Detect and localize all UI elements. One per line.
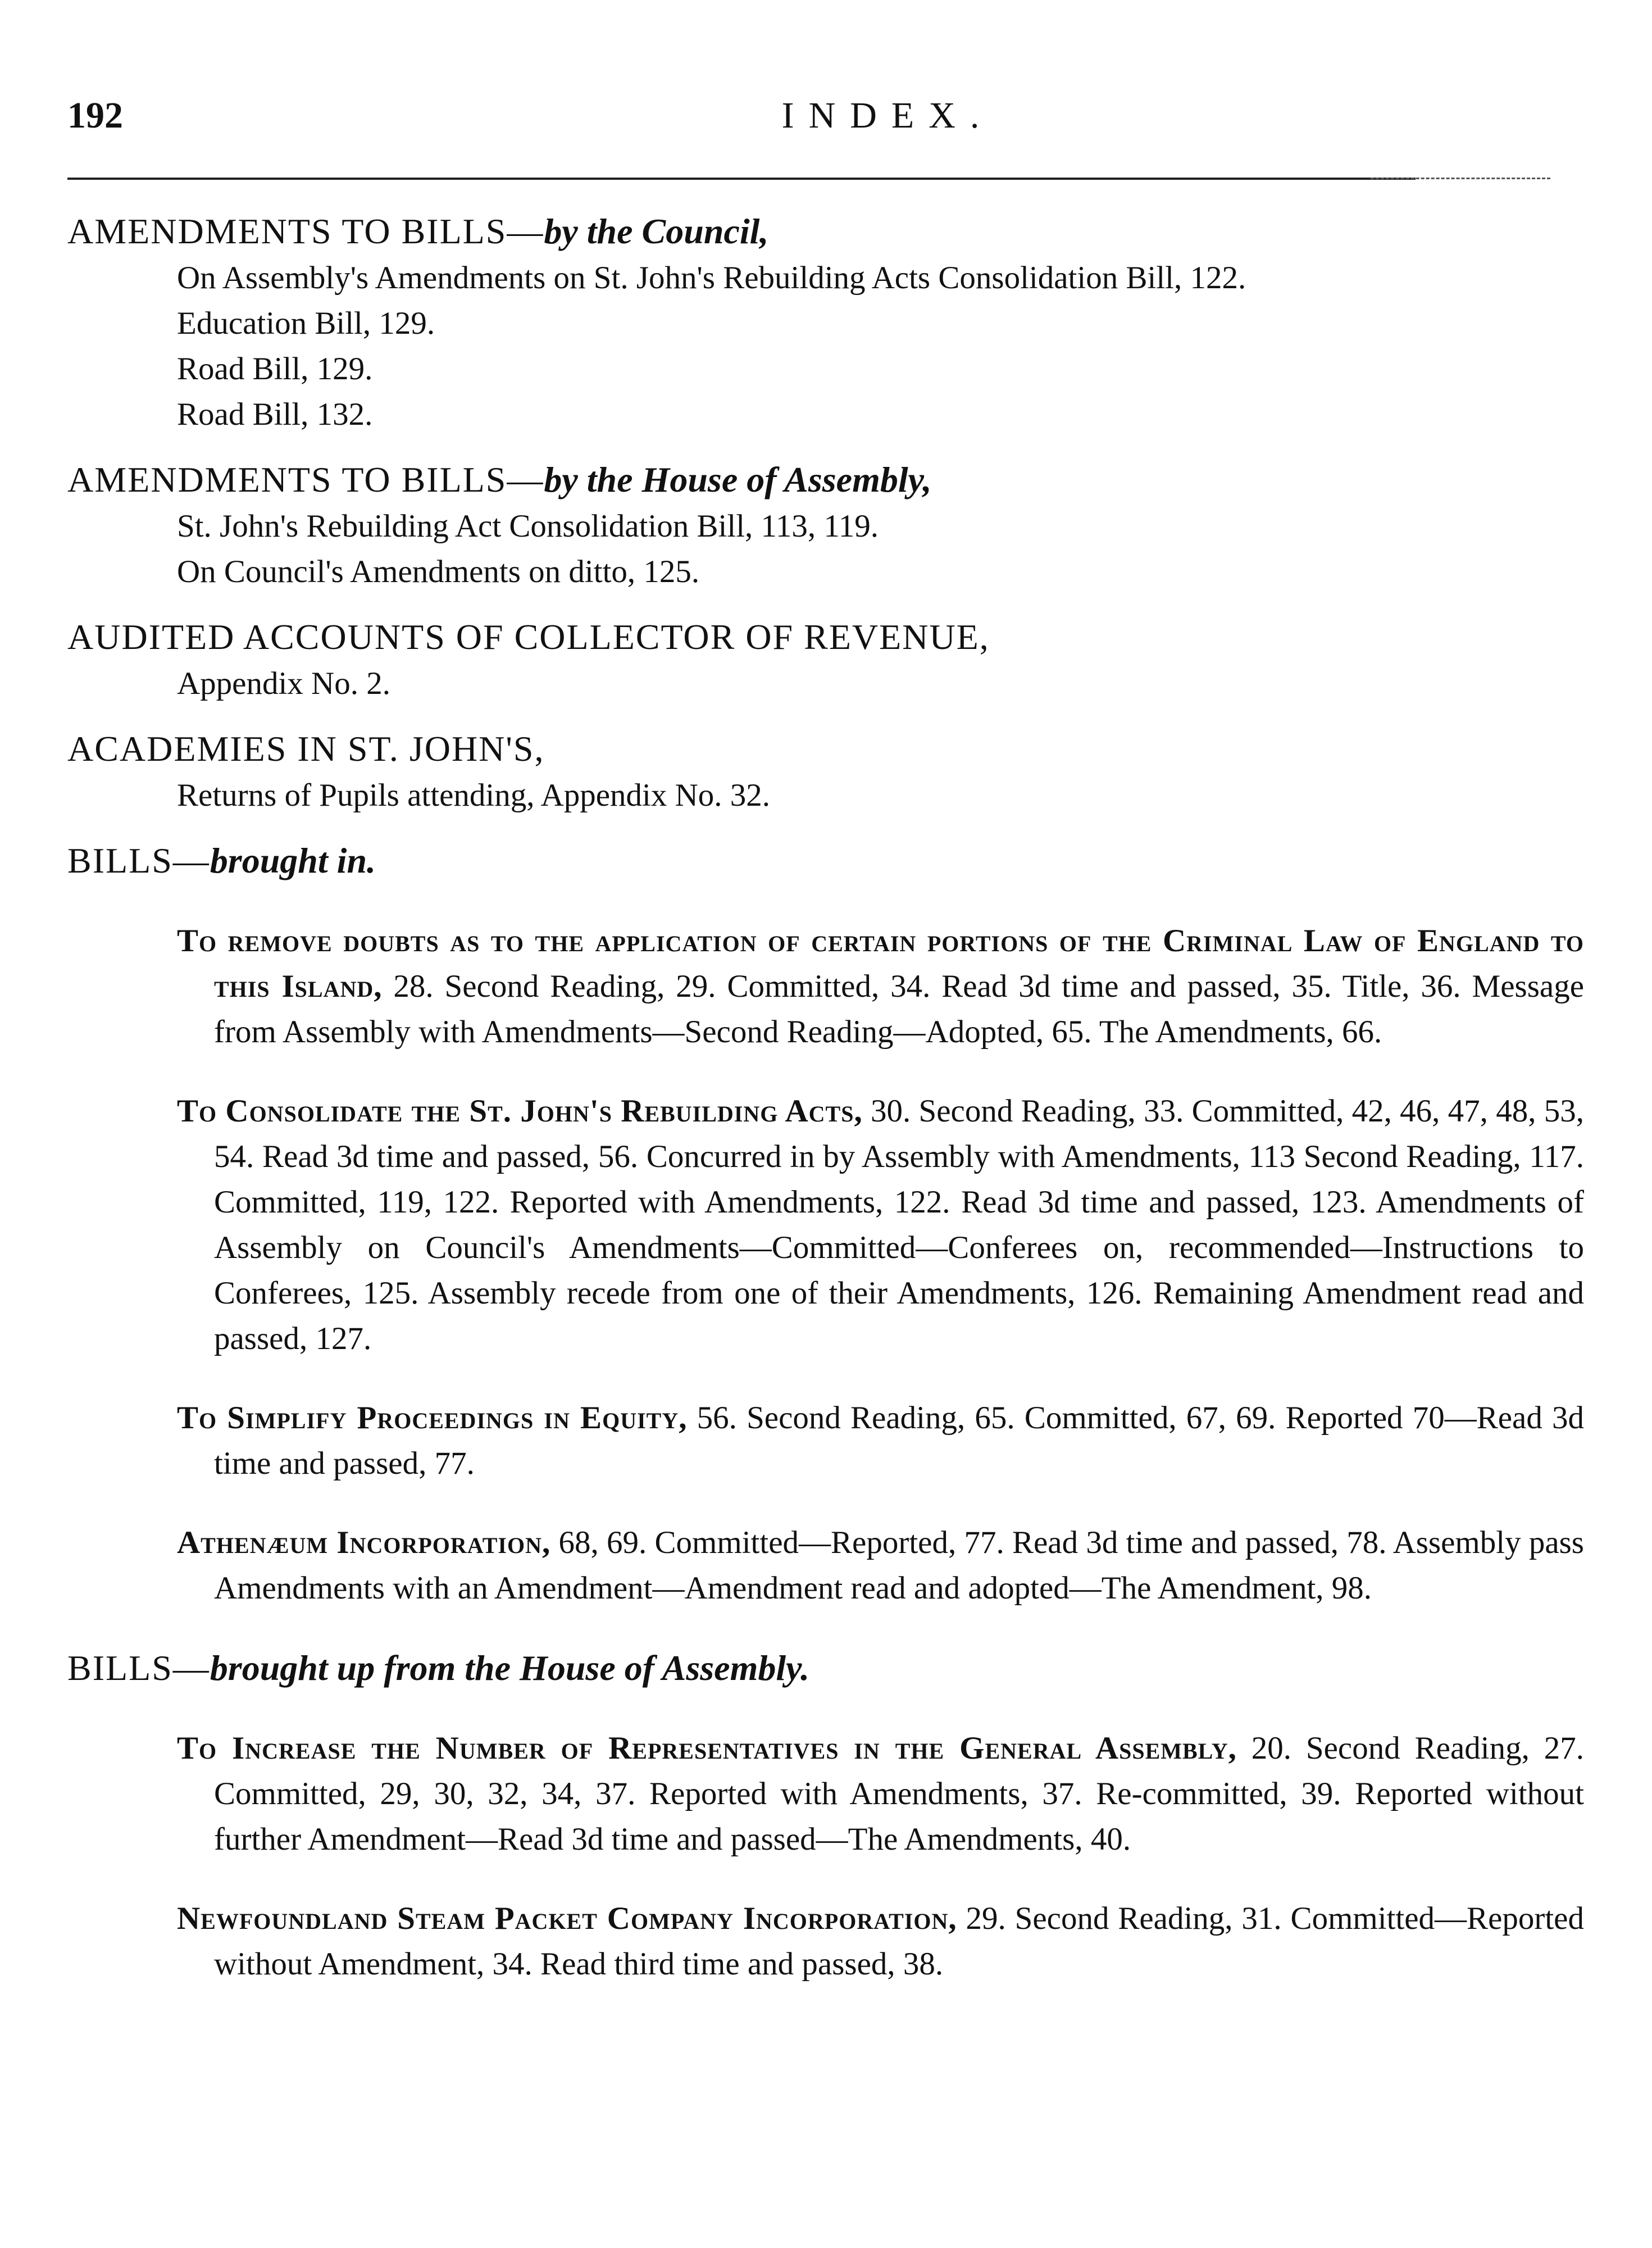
bills-brought-up-section	[67, 1645, 1584, 1987]
bill-history: 56. Second Reading, 65. Committed, 67, 69. Reported 70—Read 3d time and passed, 77.	[214, 1400, 1584, 1481]
index-entry	[67, 456, 1584, 594]
entry-heading-text: BILLS—	[67, 841, 210, 880]
index-entry	[67, 725, 1584, 818]
running-head	[67, 94, 1568, 139]
entry-heading	[67, 837, 1584, 884]
entry-subitem: Road Bill, 132.	[177, 397, 373, 432]
bill-history: 20. Second Reading, 27. Committed, 29, 30, 32, 34, 37. Reported with Amendments, 37. Re-committed, 39. Reported without further Amendment—Read 3d time and passed—The Amendments, 40.	[214, 1731, 1585, 1857]
entry-heading-qualifier: brought up from the House of Assembly.	[210, 1648, 810, 1688]
entry-heading	[67, 1645, 1584, 1692]
index-entries	[67, 208, 1584, 2020]
bill-entry	[177, 1896, 1584, 1987]
bill-title: To remove doubts as to the application of certain portions of the Criminal Law of England to this Island,	[177, 923, 1584, 1004]
bill-entry	[177, 1725, 1584, 1862]
index-entry	[67, 208, 1584, 437]
entry-subitem: On Assembly's Amendments on St. John's Rebuilding Acts Consolidation Bill, 122.	[177, 260, 1246, 296]
bill-title: Newfoundland Steam Packet Company Incorporation,	[177, 1901, 957, 1936]
entry-subitem: St. John's Rebuilding Act Consolidation Bill, 113, 119.	[177, 508, 879, 544]
bill-title: To Consolidate the St. John's Rebuilding Acts,	[177, 1093, 863, 1129]
bill-entry	[177, 918, 1584, 1055]
page-title: INDEX.	[781, 95, 994, 136]
entry-heading	[67, 208, 1584, 255]
entry-heading	[67, 456, 1584, 503]
entry-heading-qualifier: by the House of Assembly,	[544, 460, 932, 499]
bill-entry	[177, 1088, 1584, 1361]
entry-heading-qualifier: brought in.	[210, 841, 376, 880]
entry-heading-qualifier: by the Council,	[544, 211, 769, 251]
bills-brought-in-section	[67, 837, 1584, 1611]
entry-heading: AUDITED ACCOUNTS OF COLLECTOR OF REVENUE,	[67, 617, 990, 657]
bill-history: 28. Second Reading, 29. Committed, 34. Read 3d time and passed, 35. Title, 36. Message from Assembly with Amendments—Second Reading—Adopted, 65. The Amendments, 66.	[214, 969, 1585, 1050]
bill-title: Athenæum Incorporation,	[177, 1525, 551, 1560]
entry-subitem: Returns of Pupils attending, Appendix No. 32.	[177, 778, 771, 813]
entry-subitem: On Council's Amendments on ditto, 125.	[177, 554, 700, 589]
index-entry	[67, 614, 1584, 706]
bill-title: To Simplify Proceedings in Equity,	[177, 1400, 688, 1436]
entry-heading-text: AMENDMENTS TO BILLS—	[67, 211, 544, 251]
page-number: 192	[67, 95, 123, 136]
bill-history: 30. Second Reading, 33. Committed, 42, 46, 47, 48, 53, 54. Read 3d time and passed, 56. Concurred in by Assembly with Amendments, 113 Second Reading, 117. Committed, 119, 122. Reported with Amendments, 122. Read 3d time and passed, 123. Amendments of Assembly on Council's Amendments—Committed—Conferees on, recommended—Instructions to Conferees, 125. Assembly recede from one of their Amendments, 126. Remaining Amendment read and passed, 127.	[214, 1093, 1584, 1356]
entry-subitem: Road Bill, 129.	[177, 351, 373, 387]
entry-subitem: Appendix No. 2.	[177, 666, 390, 701]
bill-title: To Increase the Number of Representatives in the General Assembly,	[177, 1731, 1237, 1766]
header-rule	[67, 178, 1416, 180]
entry-heading-text: BILLS—	[67, 1648, 210, 1688]
entry-heading-text: AMENDMENTS TO BILLS—	[67, 460, 544, 499]
bill-history: 68, 69. Committed—Reported, 77. Read 3d time and passed, 78. Assembly pass Amendments with an Amendment—Amendment read and adopted—The Amendment, 98.	[214, 1525, 1584, 1606]
bill-entry	[177, 1520, 1584, 1611]
header-rule-tail	[1371, 178, 1550, 179]
bill-history: 29. Second Reading, 31. Committed—Reported without Amendment, 34. Read third time and passed, 38.	[214, 1901, 1584, 1982]
bill-entry	[177, 1395, 1584, 1486]
entry-subitem: Education Bill, 129.	[177, 306, 435, 341]
entry-heading: ACADEMIES IN ST. JOHN'S,	[67, 729, 545, 769]
